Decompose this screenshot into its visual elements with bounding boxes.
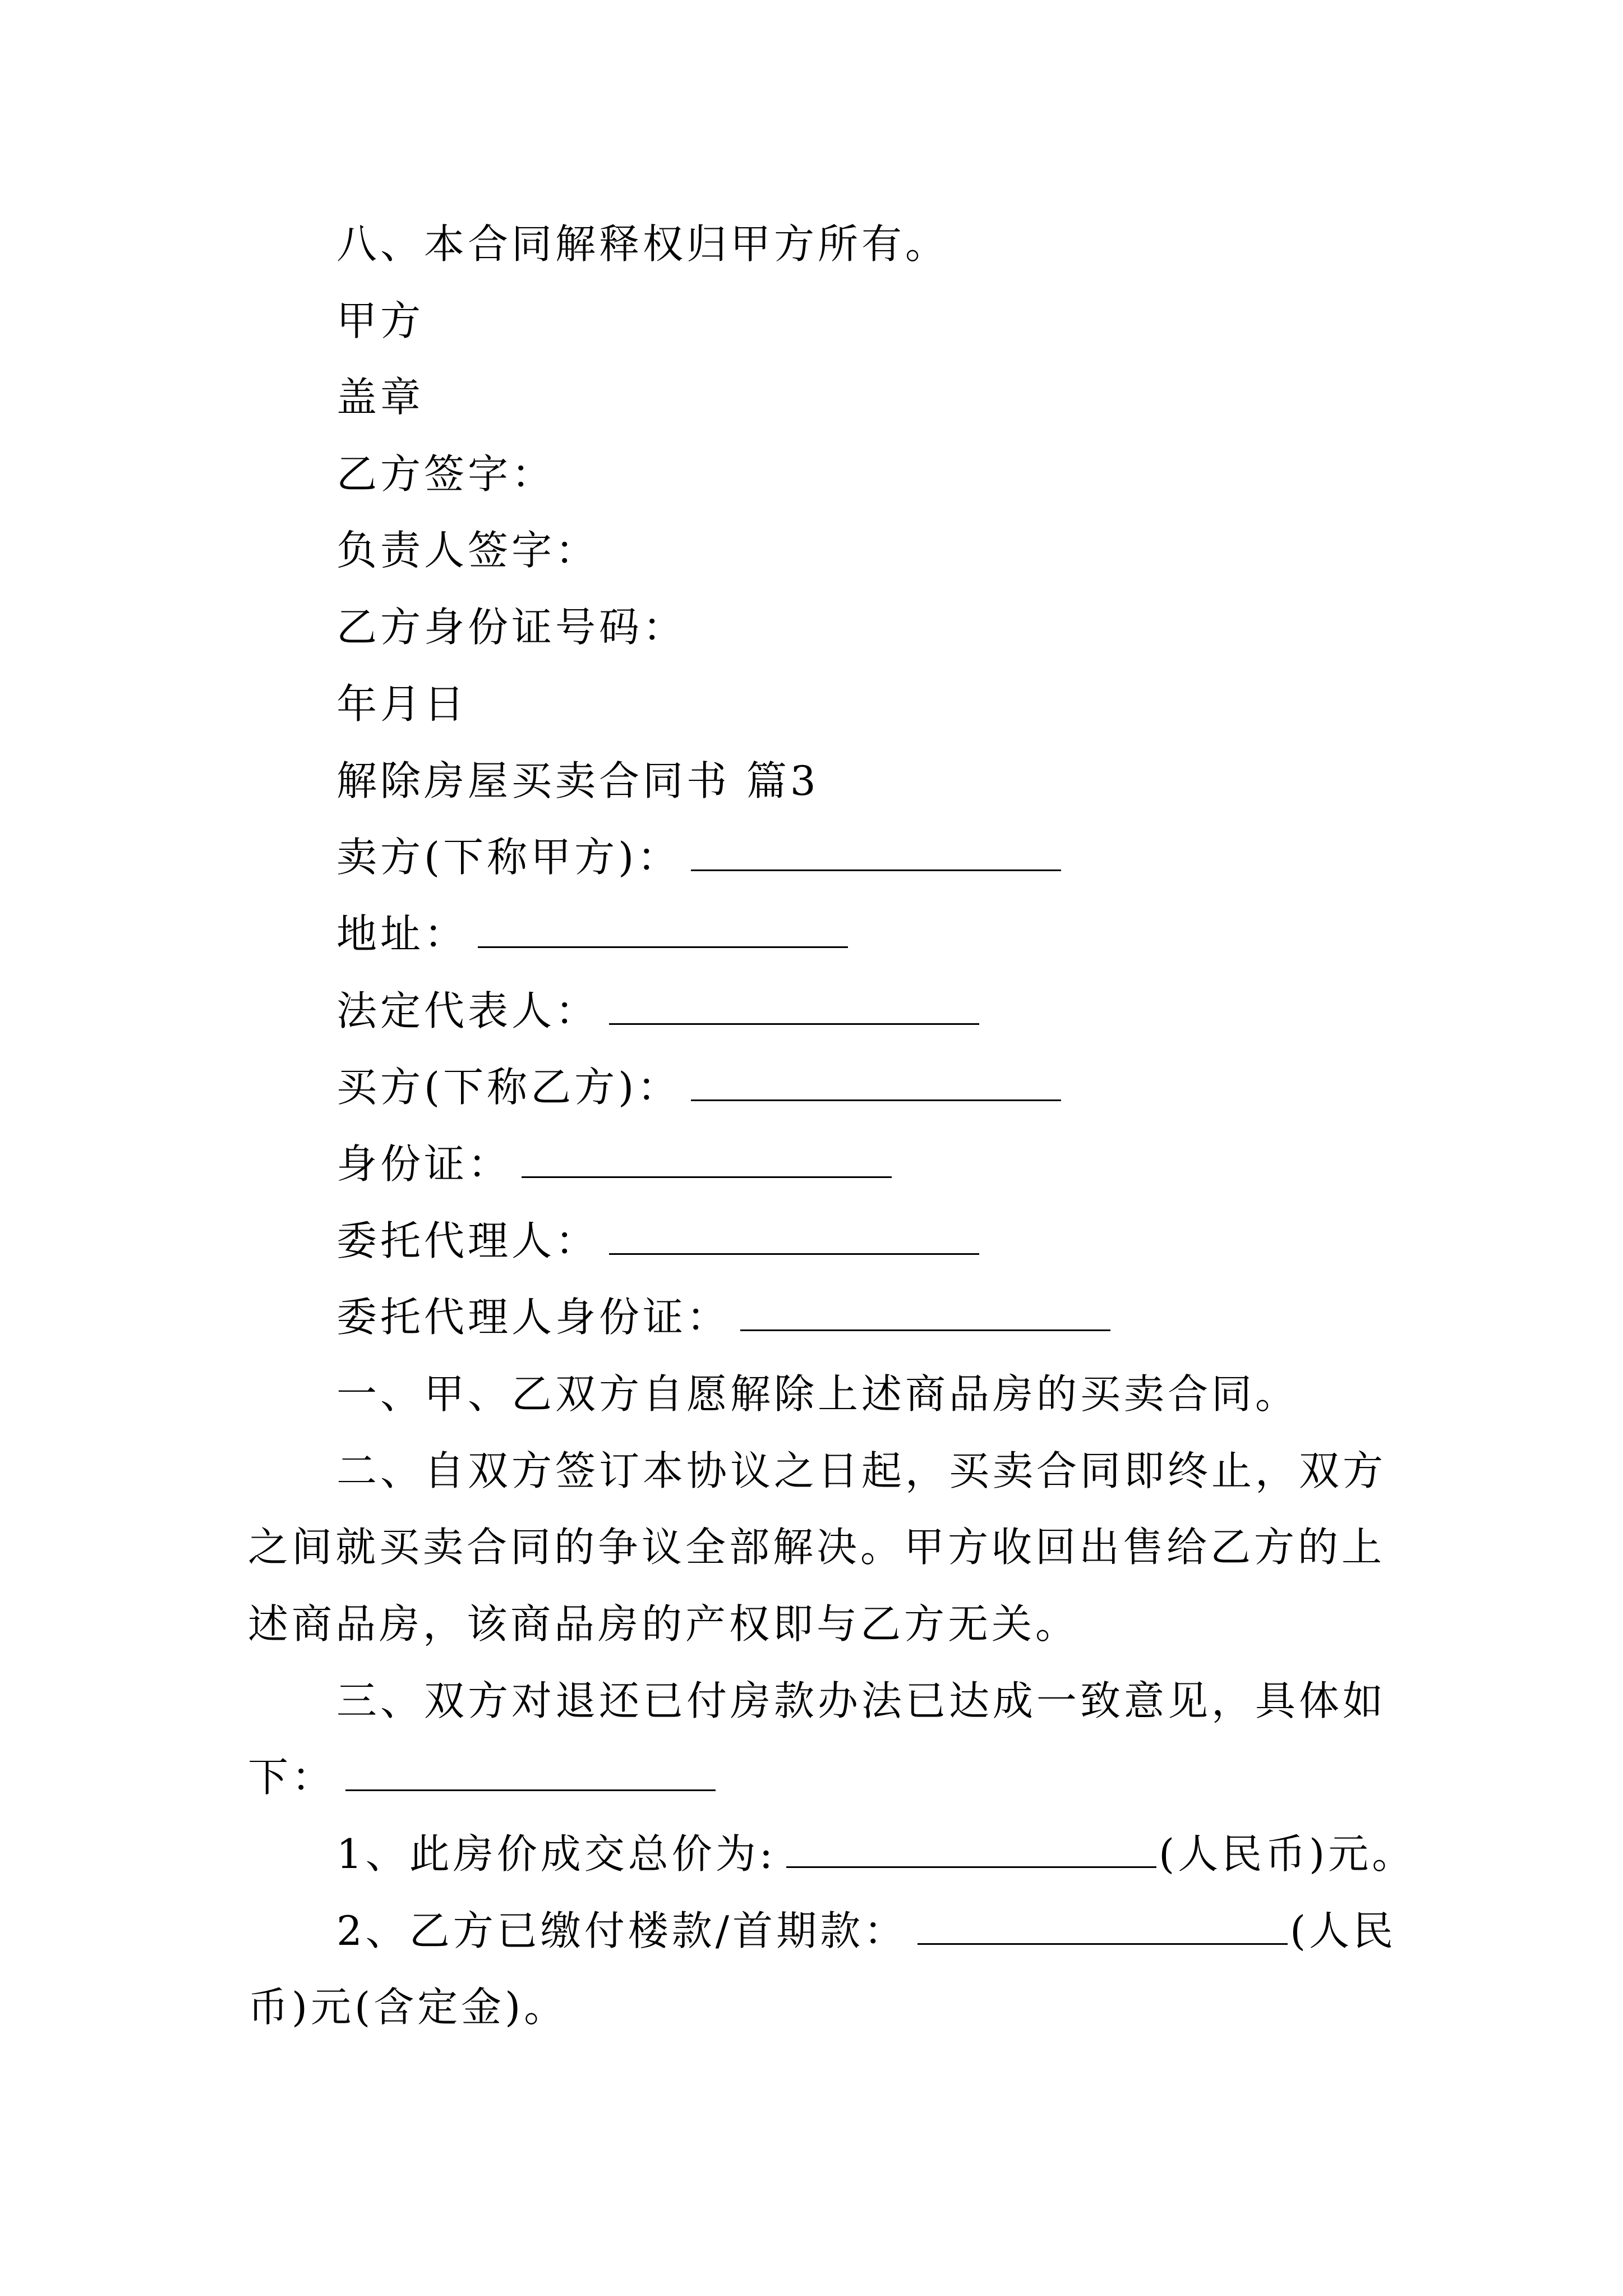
item-1-label: 1、此房价成交总价为: (336, 1830, 777, 1878)
clause-2-line-2: 之间就买卖合同的争议全部解决。甲方收回出售给乙方的上 (248, 1524, 1386, 1571)
party-b-id-number-label: 乙方身份证号码： (336, 604, 687, 651)
responsible-person-signature-label: 负责人签字： (336, 527, 600, 574)
party-b-signature-label: 乙方签字： (336, 450, 556, 498)
section-title: 解除房屋买卖合同书 篇3 (336, 757, 819, 804)
legal-representative-label: 法定代表人： (336, 987, 600, 1034)
clause-3-line-1: 三、双方对退还已付房款办法已达成一致意见，具体如 (336, 1677, 1387, 1724)
legal-representative-field (336, 986, 979, 1036)
address-blank[interactable] (478, 913, 848, 948)
total-price-blank[interactable] (786, 1833, 1156, 1868)
item-2 (336, 1906, 1396, 1956)
refund-method-blank[interactable] (345, 1756, 716, 1791)
buyer-field (336, 1062, 1061, 1112)
clause-2-line-3: 述商品房，该商品房的产权即与乙方无关。 (248, 1600, 1080, 1648)
seller-field (336, 832, 1061, 882)
id-card-label: 身份证： (336, 1140, 512, 1188)
item-2-unit: (人民 (1290, 1907, 1397, 1954)
agent-blank[interactable] (609, 1220, 979, 1255)
agent-id-field (336, 1292, 1110, 1342)
item-2-label: 2、乙方已缴付楼款/首期款： (336, 1907, 908, 1954)
item-2-continuation: 币)元(含定金)。 (248, 1984, 568, 2031)
clause-3-line-2 (248, 1752, 716, 1802)
id-card-field (336, 1139, 892, 1189)
item-1-unit: (人民币)元。 (1159, 1830, 1416, 1878)
agent-label: 委托代理人： (336, 1217, 600, 1264)
address-field (336, 909, 848, 959)
legal-representative-blank[interactable] (609, 990, 979, 1025)
clause-3-line-2-text: 下： (248, 1754, 336, 1801)
seller-blank[interactable] (691, 836, 1061, 871)
party-a-label: 甲方 (336, 297, 425, 344)
date-label: 年月日 (336, 680, 468, 728)
seal-label: 盖章 (336, 374, 425, 421)
agent-id-label: 委托代理人身份证： (336, 1294, 731, 1341)
agent-id-blank[interactable] (740, 1296, 1110, 1331)
buyer-blank[interactable] (691, 1066, 1061, 1101)
id-card-blank[interactable] (522, 1143, 892, 1178)
clause-1: 一、甲、乙双方自愿解除上述商品房的买卖合同。 (336, 1370, 1299, 1418)
clause-2-line-1: 二、自双方签订本协议之日起，买卖合同即终止，双方 (336, 1447, 1387, 1494)
clause-8: 八、本合同解释权归甲方所有。 (336, 220, 949, 268)
buyer-label: 买方(下称乙方)： (336, 1064, 681, 1111)
paid-amount-blank[interactable] (917, 1910, 1288, 1945)
seller-label: 卖方(下称甲方)： (336, 834, 681, 881)
address-label: 地址： (336, 910, 468, 958)
item-1 (336, 1829, 1415, 1879)
agent-field (336, 1216, 979, 1266)
